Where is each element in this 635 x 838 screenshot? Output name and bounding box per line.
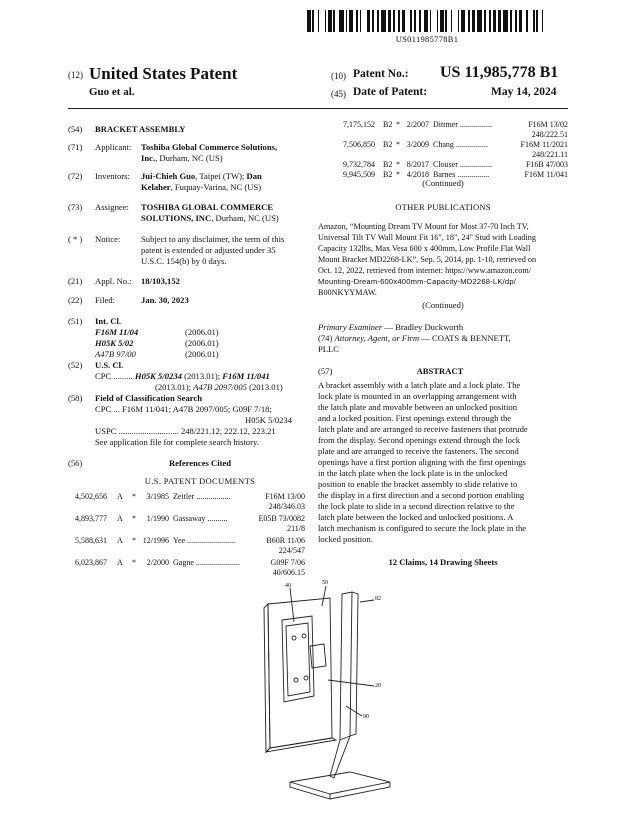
abstract-line: plate and are arranged to receive the fasteners. The second <box>318 446 519 456</box>
reference-kind: A <box>117 536 123 545</box>
reference-date: 12/1996 <box>142 536 169 545</box>
attorney-label: Attorney, Agent, or Firm <box>334 333 420 343</box>
examiner-line <box>318 322 463 333</box>
int-cl-3-date: (2006.01) <box>185 349 219 359</box>
field-71-code: (71) <box>68 142 83 152</box>
abstract-line: the display in a first direction and a second portion enabling <box>318 490 525 500</box>
examiner-name: — Bradley Duckworth <box>384 322 464 332</box>
int-cl-2: H05K 5/02 <box>95 338 134 348</box>
applicant-line2 <box>141 153 223 164</box>
reference-class-2: 248/222.51 <box>531 130 568 139</box>
barcode-bar <box>543 10 547 32</box>
int-cl-3: A47B 97/00 <box>95 349 136 359</box>
reference-name: Gagne ...................... <box>173 558 240 567</box>
reference-number: 5,588,631 <box>75 536 107 545</box>
continued-1: (Continued) <box>422 178 464 188</box>
filed-label: Filed: <box>95 295 116 305</box>
int-cl-1: F16M 11/04 <box>95 327 139 337</box>
inventors-label: Inventors: <box>95 171 130 181</box>
figure-label-82: 82 <box>375 596 381 602</box>
attorney-line2: PLLC <box>318 344 340 354</box>
abstract-line: the latch plate and movable between an unlocked position <box>318 402 518 412</box>
reference-number: 6,023,867 <box>75 558 107 567</box>
inventor-2-last: Kelaher <box>141 182 171 192</box>
search-line1: CPC ... F16M 11/041; A47B 2097/005; G09F 7/18; <box>95 404 272 414</box>
filed-date: Jan. 30, 2023 <box>141 295 189 305</box>
notice-line1: Subject to any disclaimer, the term of this <box>141 234 285 244</box>
reference-class: B60R 11/06 <box>266 536 305 545</box>
abstract-line: latch plate and are arranged to receive fasteners that protrude <box>318 424 528 434</box>
reference-class: E05B 73/0082 <box>258 514 305 523</box>
reference-number: 9,945,509 <box>343 170 375 179</box>
us-cl-date-2: (2013.01); <box>155 382 192 392</box>
claims-count: 12 Claims, 14 Drawing Sheets <box>388 557 498 567</box>
publication-line: Amazon, “Mounting Dream TV Mount for Most 37-70 Inch TV, <box>318 222 529 231</box>
abstract-line: the lock plate to slide in a second direction relative to the <box>318 501 515 511</box>
reference-name: Dittmer ................ <box>433 120 492 129</box>
applicant-name: Toshiba Global Commerce Solutions, <box>141 142 278 152</box>
abstract-line: in the latch plate when the lock plate is in the unlocked <box>318 468 508 478</box>
reference-date: 2/2000 <box>146 558 169 567</box>
barcode-number: US011985778B1 <box>395 34 459 44</box>
abstract-code: (57) <box>318 366 333 376</box>
reference-class-2: 248/221.11 <box>532 150 568 159</box>
us-cl-cpc: CPC ......... <box>95 371 133 381</box>
patent-number-label: Patent No.: <box>353 68 409 80</box>
inventor-1: Jui-Chieh Guo <box>141 171 196 181</box>
int-cl-2-date: (2006.01) <box>185 338 219 348</box>
inventor-2-first: Dan <box>246 171 262 181</box>
header-rule <box>68 108 568 109</box>
examiner-label: Primary Examiner <box>318 322 383 332</box>
notice-line3: U.S.C. 154(b) by 0 days. <box>141 256 227 266</box>
reference-kind: B2 <box>383 170 393 179</box>
header-code-45: (45) <box>331 89 346 99</box>
reference-name: Zeitler ................. <box>173 492 231 501</box>
reference-name: Chang ................ <box>433 140 488 149</box>
reference-kind: A <box>117 558 123 567</box>
search-line4: See application file for complete search history. <box>95 437 259 447</box>
field-52-code: (52) <box>68 360 83 370</box>
field-22-code: (22) <box>68 295 83 305</box>
appl-no: 18/103,152 <box>141 276 180 286</box>
abstract-line: locked position. <box>318 534 373 544</box>
publication-line: B00NKYYMAW. <box>318 288 377 297</box>
attorney-line <box>318 333 511 344</box>
reference-star: * <box>132 558 136 567</box>
reference-class: F16M 11/2021 <box>520 140 568 149</box>
reference-name: Yee ........................ <box>173 536 236 545</box>
header-code-12: (12) <box>68 70 83 80</box>
field-58-code: (58) <box>68 393 83 403</box>
inventor-2-location: , Fuquay-Varina, NC (US) <box>170 182 262 192</box>
reference-star: * <box>396 140 400 149</box>
assignee-name-2: SOLUTIONS, INC <box>141 213 212 223</box>
abstract-line: latch mechanism is configured to secure the lock plate in the <box>318 523 527 533</box>
reference-class: F16M 13/02 <box>528 120 568 129</box>
us-patent-documents-label: U.S. PATENT DOCUMENTS <box>144 476 256 486</box>
field-73-code: (73) <box>68 202 83 212</box>
reference-class: F16B 47/003 <box>525 160 568 169</box>
front-page-figure <box>250 576 400 808</box>
other-publications-title: OTHER PUBLICATIONS <box>395 202 491 212</box>
publication-line: Mounting-Dream-600x400mm-Capacity-MD2268-LK/dp/ <box>318 277 517 286</box>
applicant-name-2: Inc. <box>141 153 156 163</box>
assignee-label: Assignee: <box>95 202 129 212</box>
us-cl-line1 <box>95 371 270 382</box>
date-of-patent: May 14, 2024 <box>491 86 557 98</box>
reference-number: 7,506,850 <box>343 140 375 149</box>
us-cl-class-1: H05K 5/0234 <box>134 371 182 381</box>
reference-kind: B2 <box>383 140 393 149</box>
us-cl-label: U.S. Cl. <box>95 360 124 370</box>
field-54-code: (54) <box>68 124 83 134</box>
reference-number: 4,502,656 <box>75 492 107 501</box>
inventors-line1 <box>141 171 262 182</box>
attorney-name: — COATS & BENNETT, <box>421 333 511 343</box>
document-type: United States Patent <box>89 64 238 83</box>
appl-no-label: Appl. No.: <box>95 276 132 286</box>
continued-2: (Continued) <box>422 300 464 310</box>
reference-class-2: 40/606.15 <box>272 568 305 577</box>
notice-code: ( * ) <box>68 234 83 244</box>
patent-number: US 11,985,778 B1 <box>440 64 559 81</box>
field-72-code: (72) <box>68 171 83 181</box>
figure-label-40: 40 <box>285 583 291 589</box>
inventor-1-location: , Taipei (TW); <box>195 171 245 181</box>
reference-date: 4/2018 <box>406 170 429 179</box>
reference-star: * <box>132 514 136 523</box>
reference-kind: B2 <box>383 120 393 129</box>
reference-star: * <box>396 170 400 179</box>
assignee-line2 <box>141 213 279 224</box>
us-cl-line2 <box>155 382 283 393</box>
publication-line: Mount Bracket MD2268-LK”, Sep. 5, 2014, pp. 1-10, retrieved on <box>318 255 537 264</box>
reference-name: Clouser ................ <box>433 160 492 169</box>
reference-date: 3/2009 <box>406 140 429 149</box>
reference-kind: A <box>117 492 123 501</box>
reference-date: 8/2017 <box>406 160 429 169</box>
references-cited-label: References Cited <box>168 458 232 468</box>
reference-kind: B2 <box>383 160 393 169</box>
reference-name: Barnes ................ <box>433 170 490 179</box>
abstract-line: from the display. Second openings extend through the lock <box>318 435 521 445</box>
reference-number: 4,893,777 <box>75 514 107 523</box>
abstract-line: lock plate is mounted in an overlapping arrangement with <box>318 391 517 401</box>
reference-number: 9,732,784 <box>343 160 375 169</box>
publication-line: Capacity 132lbs, Max Vesa 600 x 400mm, Low Profile Flat Wall <box>318 244 531 253</box>
search-line3: USPC ............................ 248/221.12, 222.12, 223.21 <box>95 426 276 436</box>
us-cl-date-1: (2013.01); <box>184 371 221 381</box>
publication-line: Oct. 12, 2022, retrieved from internet: https://www.amazon.com/ <box>318 266 531 275</box>
applicant-label: Applicant: <box>95 142 132 152</box>
header-code-10: (10) <box>331 71 346 81</box>
abstract-line: latch plate between the locked and unlocked positions. A <box>318 512 514 522</box>
figure-label-20: 20 <box>375 683 381 689</box>
reference-class: F16M 11/041 <box>524 170 568 179</box>
reference-star: * <box>132 536 136 545</box>
reference-date: 1/1990 <box>146 514 169 523</box>
assignee-location: , Durham, NC (US) <box>211 213 279 223</box>
search-line2: H05K 5/0234 <box>245 415 293 425</box>
int-cl-1-date: (2006.01) <box>185 327 219 337</box>
inventors-line2 <box>141 182 261 193</box>
authors: Guo et al. <box>89 86 135 98</box>
field-56-code: (56) <box>68 458 83 468</box>
notice-label: Notice: <box>95 234 121 244</box>
reference-star: * <box>132 492 136 501</box>
reference-star: * <box>396 160 400 169</box>
applicant-location: , Durham, NC (US) <box>155 153 223 163</box>
int-cl-label: Int. Cl. <box>95 316 122 326</box>
reference-kind: A <box>117 514 123 523</box>
assignee-name: TOSHIBA GLOBAL COMMERCE <box>141 202 274 212</box>
reference-number: 7,175,152 <box>343 120 375 129</box>
field-51-code: (51) <box>68 316 83 326</box>
reference-date: 2/2007 <box>406 120 429 129</box>
reference-date: 3/1985 <box>146 492 169 501</box>
abstract-line: and a locked position. First openings extend through the <box>318 413 512 423</box>
abstract-title: ABSTRACT <box>416 366 464 376</box>
attorney-code: (74) <box>318 333 333 343</box>
invention-title: BRACKET ASSEMBLY <box>95 124 186 134</box>
abstract-line: openings have a first portion aligning with the first openings <box>318 457 526 467</box>
field-21-code: (21) <box>68 276 83 286</box>
abstract-line: A bracket assembly with a latch plate and a lock plate. The <box>318 380 521 390</box>
us-cl-class-2: F16M 11/041 <box>222 371 270 381</box>
us-cl-date-3: (2013.01) <box>249 382 283 392</box>
figure-label-90: 90 <box>363 714 369 720</box>
reference-class: F16M 13/00 <box>265 492 305 501</box>
reference-class-2: 224/547 <box>278 546 305 555</box>
notice-line2: patent is extended or adjusted under 35 <box>141 245 276 255</box>
reference-class-2: 248/346.03 <box>268 502 305 511</box>
date-of-patent-label: Date of Patent: <box>353 86 428 98</box>
barcode <box>307 10 547 32</box>
reference-class-2: 211/8 <box>287 524 305 533</box>
figure-label-50: 50 <box>322 580 328 586</box>
reference-class: G09F 7/06 <box>270 558 305 567</box>
publication-line: Universal Tilt TV Wall Mount Fit 16", 18", 24" Stud with Loading <box>318 233 536 242</box>
reference-name: Gassaway .......... <box>173 514 228 523</box>
abstract-line: position to enable the bracket assembly to slide relative to <box>318 479 518 489</box>
field-of-search-label: Field of Classification Search <box>95 393 203 403</box>
us-cl-class-3: A47B 2097/005 <box>193 382 247 392</box>
reference-star: * <box>396 120 400 129</box>
